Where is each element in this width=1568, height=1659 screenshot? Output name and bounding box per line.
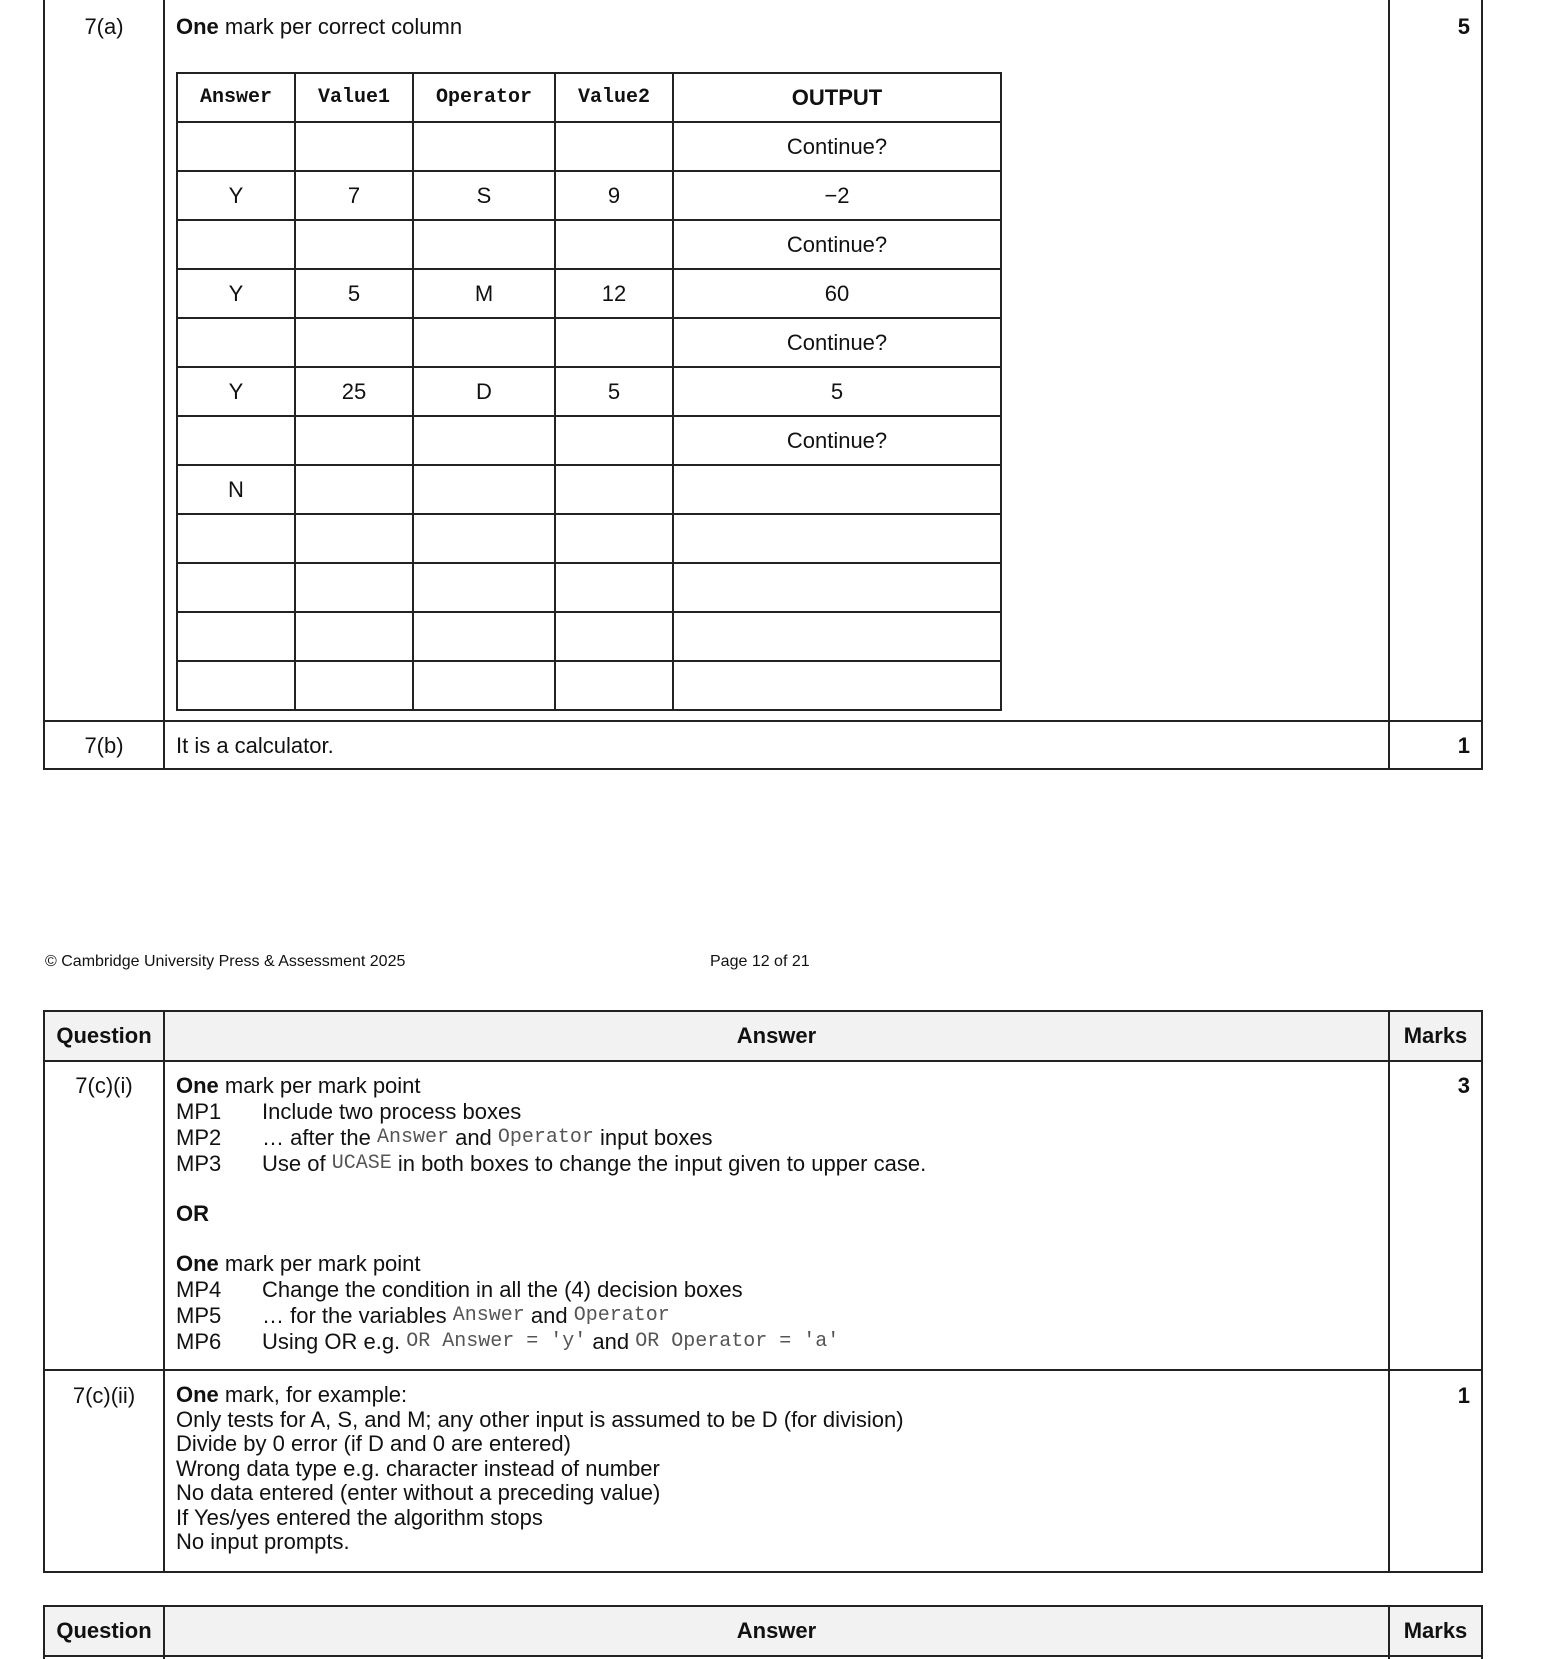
mp2-text-a: … after the: [262, 1125, 377, 1150]
marks-7ci: 3: [1457, 1073, 1470, 1098]
trace-cell-operator: [413, 612, 555, 661]
trace-cell-answer: Y: [177, 171, 295, 220]
mark-point-mp3: [176, 1151, 926, 1177]
question-number-7a: 7(a): [84, 14, 124, 39]
next-header-answer: Answer: [165, 1607, 1388, 1655]
q7cii-example-6: No input prompts.: [176, 1529, 350, 1554]
q7cii-example-2: Divide by 0 error (if D and 0 are entered): [176, 1431, 571, 1456]
trace-cell-value1: [295, 122, 413, 171]
trace-cell-answer: [177, 122, 295, 171]
marks-7a: 5: [1457, 14, 1470, 39]
next-header-question: Question: [45, 1607, 163, 1655]
trace-cell-value1: [295, 612, 413, 661]
header-marks: Marks: [1390, 1012, 1481, 1060]
mp2-var-operator: Operator: [497, 1126, 594, 1149]
trace-cell-value2: [555, 122, 673, 171]
mark-point-mp1: [176, 1099, 926, 1125]
mp5-text-a: … for the variables: [262, 1303, 453, 1328]
trace-cell-value1: 5: [295, 269, 413, 318]
next-table-divider-right: [1388, 1605, 1390, 1659]
trace-cell-value2: [555, 661, 673, 710]
trace-cell-answer: [177, 612, 295, 661]
trace-cell-output: Continue?: [673, 220, 1001, 269]
trace-table: [176, 72, 1002, 711]
trace-cell-value2: 12: [555, 269, 673, 318]
trace-cell-operator: M: [413, 269, 555, 318]
mp5-var-answer: Answer: [452, 1304, 525, 1327]
trace-table-row: [177, 416, 1001, 465]
trace-header-output: OUTPUT: [673, 73, 1001, 122]
trace-cell-output: Continue?: [673, 318, 1001, 367]
trace-cell-value2: [555, 514, 673, 563]
trace-header-value2: Value2: [555, 73, 673, 122]
trace-cell-output: 5: [673, 367, 1001, 416]
q7a-instruction-rest: mark per correct column: [218, 14, 463, 39]
trace-header-value1: Value1: [295, 73, 413, 122]
trace-table-row: [177, 661, 1001, 710]
trace-table-row: [177, 171, 1001, 220]
trace-cell-operator: [413, 563, 555, 612]
trace-cell-value2: [555, 465, 673, 514]
q7ci-or: OR: [176, 1201, 209, 1226]
next-table-divider-left: [163, 1605, 165, 1659]
mp1-text: Include two process boxes: [262, 1099, 522, 1124]
trace-table-row: [177, 220, 1001, 269]
mark-point-mp4: [176, 1277, 926, 1303]
trace-cell-answer: [177, 661, 295, 710]
next-table-header-divider: [43, 1655, 1483, 1657]
q7b-answer: It is a calculator.: [176, 733, 334, 758]
q7a-instruction-bold: One: [176, 14, 219, 39]
q7cii-example-3: Wrong data type e.g. character instead of number: [176, 1455, 660, 1481]
trace-cell-output: [673, 514, 1001, 563]
trace-cell-output: [673, 465, 1001, 514]
next-header-marks: Marks: [1390, 1607, 1481, 1655]
q7ci-lead-1-bold: One: [176, 1073, 219, 1098]
q7cii-example-4: No data entered (enter without a preceding value): [176, 1480, 661, 1505]
trace-cell-answer: Y: [177, 269, 295, 318]
trace-table-row: [177, 612, 1001, 661]
trace-table-row: [177, 465, 1001, 514]
trace-cell-operator: [413, 318, 555, 367]
lower-table-divider-left: [163, 1010, 165, 1573]
lower-table-divider-right: [1388, 1010, 1390, 1573]
trace-cell-value2: [555, 563, 673, 612]
trace-cell-value1: [295, 514, 413, 563]
q7cii-lead-rest: mark, for example:: [218, 1382, 408, 1407]
trace-cell-value2: [555, 318, 673, 367]
mp6-text-a: Using OR e.g.: [262, 1329, 407, 1354]
q7cii-lead-bold: One: [176, 1382, 219, 1407]
top-table-row-divider: [43, 720, 1483, 722]
trace-table-body: [177, 122, 1001, 710]
trace-cell-output: Continue?: [673, 122, 1001, 171]
trace-table-row: [177, 367, 1001, 416]
mp5-text-b: and: [524, 1303, 574, 1328]
trace-cell-output: 60: [673, 269, 1001, 318]
top-table-divider-right: [1388, 0, 1390, 770]
mp2-text-c: input boxes: [593, 1125, 713, 1150]
q7ci-lead-2-rest: mark per mark point: [218, 1251, 421, 1276]
header-answer: Answer: [165, 1012, 1388, 1060]
footer-copyright: © Cambridge University Press & Assessment 2025: [45, 953, 406, 970]
mp6-text-b: and: [586, 1329, 636, 1354]
q7ci-lead-2-bold: One: [176, 1251, 219, 1276]
trace-table-row: [177, 269, 1001, 318]
q7ci-lead-2: [176, 1251, 926, 1277]
trace-table-row: [177, 318, 1001, 367]
q7ci-lead-1-rest: mark per mark point: [218, 1073, 421, 1098]
mp2-var-answer: Answer: [376, 1126, 449, 1149]
trace-cell-answer: N: [177, 465, 295, 514]
trace-cell-answer: [177, 220, 295, 269]
mp6-code-operator: OR Operator = 'a': [635, 1330, 840, 1353]
trace-cell-output: −2: [673, 171, 1001, 220]
lower-table-row-divider: [43, 1369, 1483, 1371]
trace-cell-value1: 25: [295, 367, 413, 416]
trace-table-row: [177, 514, 1001, 563]
trace-table-row: [177, 563, 1001, 612]
mp2-text-b: and: [448, 1125, 498, 1150]
mp6-code-answer: OR Answer = 'y': [406, 1330, 587, 1353]
header-question: Question: [45, 1012, 163, 1060]
trace-cell-operator: [413, 465, 555, 514]
mp5-code: MP5: [176, 1303, 222, 1328]
lower-table-header-divider: [43, 1060, 1483, 1062]
footer-page-number: Page 12 of 21: [710, 953, 810, 970]
mark-point-mp6: [176, 1329, 926, 1355]
trace-cell-output: Continue?: [673, 416, 1001, 465]
top-table-divider-left: [163, 0, 165, 770]
mp1-code: MP1: [176, 1099, 222, 1124]
trace-cell-operator: D: [413, 367, 555, 416]
question-number-7cii: 7(c)(ii): [72, 1383, 136, 1408]
trace-table-row: [177, 122, 1001, 171]
trace-cell-operator: [413, 220, 555, 269]
q7ci-lead-1: [176, 1073, 926, 1099]
trace-table-header-row: [177, 73, 1001, 122]
trace-cell-output: [673, 563, 1001, 612]
trace-cell-answer: [177, 563, 295, 612]
trace-cell-value1: 7: [295, 171, 413, 220]
mark-point-mp5: [176, 1303, 926, 1329]
trace-cell-operator: [413, 514, 555, 563]
trace-cell-value1: [295, 563, 413, 612]
trace-cell-value2: 9: [555, 171, 673, 220]
trace-cell-value1: [295, 220, 413, 269]
trace-cell-value2: [555, 612, 673, 661]
trace-cell-output: [673, 661, 1001, 710]
q7ci-answer: [176, 1073, 926, 1355]
trace-header-operator: Operator: [413, 73, 555, 122]
trace-cell-output: [673, 612, 1001, 661]
trace-cell-value1: [295, 416, 413, 465]
mp4-code: MP4: [176, 1277, 222, 1302]
q7cii-answer: [176, 1383, 904, 1555]
mp3-text-a: Use of: [262, 1151, 332, 1176]
trace-cell-operator: [413, 416, 555, 465]
q7cii-example-5: If Yes/yes entered the algorithm stops: [176, 1504, 543, 1530]
trace-cell-value1: [295, 318, 413, 367]
mp4-text: Change the condition in all the (4) decision boxes: [262, 1277, 743, 1302]
trace-cell-value2: 5: [555, 367, 673, 416]
question-number-7b: 7(b): [84, 733, 124, 758]
marks-7cii: 1: [1457, 1383, 1470, 1408]
mark-point-mp2: [176, 1125, 926, 1151]
trace-cell-operator: [413, 122, 555, 171]
trace-cell-answer: [177, 318, 295, 367]
q7cii-example-1: Only tests for A, S, and M; any other input is assumed to be D (for division): [176, 1406, 904, 1432]
trace-cell-value1: [295, 661, 413, 710]
trace-cell-operator: S: [413, 171, 555, 220]
trace-cell-value2: [555, 416, 673, 465]
mp3-code: MP3: [176, 1151, 222, 1176]
mp5-var-operator: Operator: [573, 1304, 670, 1327]
marks-7b: 1: [1457, 733, 1470, 758]
q7cii-lead: [176, 1383, 904, 1408]
question-number-7ci: 7(c)(i): [75, 1073, 133, 1098]
trace-cell-value2: [555, 220, 673, 269]
trace-cell-value1: [295, 465, 413, 514]
trace-cell-answer: Y: [177, 367, 295, 416]
mp6-code: MP6: [176, 1329, 222, 1354]
trace-header-answer: Answer: [177, 73, 295, 122]
trace-cell-answer: [177, 416, 295, 465]
mp2-code: MP2: [176, 1125, 222, 1150]
trace-cell-operator: [413, 661, 555, 710]
trace-cell-answer: [177, 514, 295, 563]
mp3-text-b: in both boxes to change the input given to upper case.: [391, 1151, 927, 1176]
mp3-var-ucase: UCASE: [331, 1152, 392, 1175]
q7a-instruction: [176, 14, 462, 40]
